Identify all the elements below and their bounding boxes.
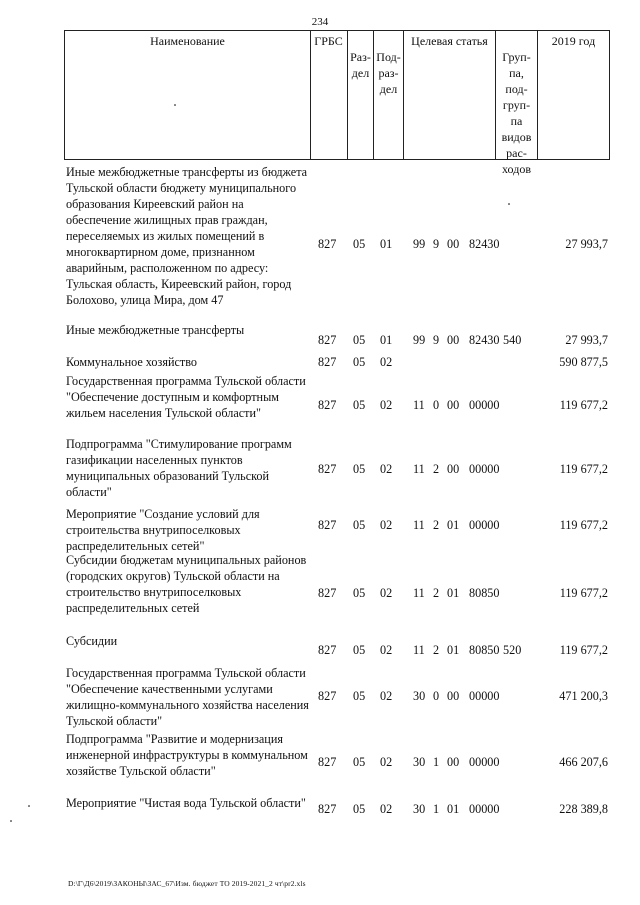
row-target-subprogram: 9 bbox=[433, 333, 440, 347]
header-group bbox=[496, 30, 538, 176]
row-target-subprogram: 2 bbox=[433, 518, 440, 532]
row-podrazdel: 02 bbox=[380, 586, 393, 600]
row-target-subprogram: 0 bbox=[433, 689, 440, 703]
row-name: Мероприятие "Чистая вода Тульской области" bbox=[66, 796, 306, 810]
row-grbs: 827 bbox=[318, 689, 337, 703]
row-podrazdel: 01 bbox=[380, 333, 393, 347]
row-target-program: 11 bbox=[413, 586, 425, 600]
row-amount: 119 677,2 bbox=[559, 643, 608, 657]
scan-speck bbox=[174, 104, 176, 106]
row-razdel: 05 bbox=[353, 689, 366, 703]
row-amount: 119 677,2 bbox=[559, 462, 608, 476]
row-razdel: 05 bbox=[353, 643, 366, 657]
row-target-subprogram: 2 bbox=[433, 586, 440, 600]
row-target-direction: 00000 bbox=[469, 802, 500, 816]
row-target-subprogram: 2 bbox=[433, 643, 440, 657]
row-razdel: 05 bbox=[353, 462, 366, 476]
row-target-program: 99 bbox=[413, 333, 426, 347]
header-target-label: Целевая статья bbox=[411, 34, 488, 48]
row-name: Мероприятие "Создание условий для строительства внутрипоселковых распределительных сетей" bbox=[66, 507, 260, 553]
row-grbs: 827 bbox=[318, 643, 337, 657]
row-target-event: 01 bbox=[447, 643, 460, 657]
header-year-label: 2019 год bbox=[551, 34, 596, 48]
row-razdel: 05 bbox=[353, 802, 366, 816]
row-podrazdel: 02 bbox=[380, 689, 393, 703]
row-podrazdel: 02 bbox=[380, 643, 393, 657]
row-podrazdel: 02 bbox=[380, 462, 393, 476]
row-name: Подпрограмма "Стимулирование программ газификации населенных пунктов муниципальных образований Тульской области" bbox=[66, 437, 292, 499]
row-amount: 27 993,7 bbox=[565, 333, 608, 347]
row-name: Субсидии бюджетам муниципальных районов (городских округов) Тульской области на строительство внутрипоселковых распределительных сетей bbox=[66, 553, 307, 615]
row-razdel: 05 bbox=[353, 237, 366, 251]
row-razdel: 05 bbox=[353, 398, 366, 412]
header-grbs bbox=[310, 30, 348, 160]
row-target-event: 00 bbox=[447, 237, 460, 251]
row-target-event: 01 bbox=[447, 802, 460, 816]
row-name: Подпрограмма "Развитие и модернизация инженерной инфраструктуры в коммунальном хозяйстве Тульской области" bbox=[66, 732, 308, 778]
row-target-subprogram: 9 bbox=[433, 237, 440, 251]
row-grbs: 827 bbox=[318, 462, 337, 476]
row-target-event: 00 bbox=[447, 462, 460, 476]
row-amount: 466 207,6 bbox=[559, 755, 608, 769]
row-target-subprogram: 0 bbox=[433, 398, 440, 412]
row-target-event: 01 bbox=[447, 586, 460, 600]
row-grbs: 827 bbox=[318, 237, 337, 251]
row-target-program: 30 bbox=[413, 802, 426, 816]
row-razdel: 05 bbox=[353, 755, 366, 769]
row-target-subprogram: 1 bbox=[433, 755, 440, 769]
row-razdel: 05 bbox=[353, 586, 366, 600]
row-target-direction: 00000 bbox=[469, 755, 500, 769]
row-target-program: 30 bbox=[413, 689, 426, 703]
scan-speck bbox=[10, 820, 12, 822]
row-target-direction: 00000 bbox=[469, 462, 500, 476]
row-podrazdel: 02 bbox=[380, 518, 393, 532]
row-amount: 471 200,3 bbox=[559, 689, 608, 703]
row-target-event: 00 bbox=[447, 398, 460, 412]
row-amount: 27 993,7 bbox=[565, 237, 608, 251]
row-grbs: 827 bbox=[318, 398, 337, 412]
row-grbs: 827 bbox=[318, 333, 337, 347]
row-name: Коммунальное хозяйство bbox=[66, 355, 197, 369]
row-razdel: 05 bbox=[353, 333, 366, 347]
row-expense-type: 520 bbox=[503, 643, 522, 657]
row-grbs: 827 bbox=[318, 586, 337, 600]
row-podrazdel: 01 bbox=[380, 237, 393, 251]
row-target-program: 99 bbox=[413, 237, 426, 251]
row-target-event: 00 bbox=[447, 755, 460, 769]
row-razdel: 05 bbox=[353, 355, 366, 369]
header-razdel bbox=[348, 30, 374, 160]
row-target-direction: 82430 bbox=[469, 333, 500, 347]
header-podrazdel bbox=[374, 30, 404, 160]
row-target-program: 11 bbox=[413, 643, 425, 657]
row-grbs: 827 bbox=[318, 355, 337, 369]
header-group-label: Груп- па, под- груп- па видов рас- ходов bbox=[501, 50, 532, 176]
row-target-subprogram: 1 bbox=[433, 802, 440, 816]
scan-speck bbox=[508, 203, 510, 205]
header-razdel-label: Раз- дел bbox=[350, 50, 371, 80]
row-target-program: 11 bbox=[413, 462, 425, 476]
row-target-direction: 00000 bbox=[469, 518, 500, 532]
row-podrazdel: 02 bbox=[380, 355, 393, 369]
header-podrazdel-label: Под- раз- дел bbox=[376, 50, 401, 96]
scan-speck bbox=[28, 805, 30, 807]
row-name: Государственная программа Тульской области "Обеспечение доступным и комфортным жильем населения Тульской области" bbox=[66, 374, 306, 420]
header-year bbox=[538, 30, 610, 160]
row-target-program: 30 bbox=[413, 755, 426, 769]
row-target-program: 11 bbox=[413, 398, 425, 412]
row-name: Государственная программа Тульской области "Обеспечение качественными услугами жилищно-коммунального хозяйства населения Тульской области" bbox=[66, 666, 309, 728]
row-amount: 119 677,2 bbox=[559, 398, 608, 412]
row-target-event: 00 bbox=[447, 689, 460, 703]
header-name bbox=[64, 30, 311, 160]
row-target-direction: 80850 bbox=[469, 643, 500, 657]
header-name-label: Наименование bbox=[150, 34, 225, 48]
row-target-subprogram: 2 bbox=[433, 462, 440, 476]
row-name: Субсидии bbox=[66, 634, 118, 648]
row-target-direction: 00000 bbox=[469, 689, 500, 703]
row-grbs: 827 bbox=[318, 755, 337, 769]
header-grbs-label: ГРБС bbox=[314, 34, 343, 48]
row-expense-type: 540 bbox=[503, 333, 522, 347]
row-podrazdel: 02 bbox=[380, 398, 393, 412]
row-name: Иные межбюджетные трансферты из бюджета Тульской области бюджету муниципального образования Киреевский район на обеспечение жилищных прав граждан, переселяемых из жилых помещений в многоквартирном доме, признанном аварийным, расположенном по адресу: Тульская область, Киреевский район, город Болохово, улица Мира, дом 47 bbox=[66, 165, 308, 307]
row-amount: 119 677,2 bbox=[559, 586, 608, 600]
row-target-direction: 82430 bbox=[469, 237, 500, 251]
row-amount: 119 677,2 bbox=[559, 518, 608, 532]
row-razdel: 05 bbox=[353, 518, 366, 532]
row-target-event: 01 bbox=[447, 518, 460, 532]
header-target bbox=[404, 30, 496, 160]
file-path-footer: D:\Г\Д6\2019\ЗАКОНЫ\ЗАС_67\Изм. бюджет ТО 2019-2021_2 чт\pr2.xls bbox=[68, 879, 306, 888]
row-target-event: 00 bbox=[447, 333, 460, 347]
row-target-direction: 00000 bbox=[469, 398, 500, 412]
row-grbs: 827 bbox=[318, 802, 337, 816]
row-amount: 228 389,8 bbox=[559, 802, 608, 816]
row-name: Иные межбюджетные трансферты bbox=[66, 323, 245, 337]
row-target-program: 11 bbox=[413, 518, 425, 532]
row-grbs: 827 bbox=[318, 518, 337, 532]
row-podrazdel: 02 bbox=[380, 802, 393, 816]
row-amount: 590 877,5 bbox=[559, 355, 608, 369]
row-podrazdel: 02 bbox=[380, 755, 393, 769]
page-number: 234 bbox=[311, 16, 329, 28]
row-target-direction: 80850 bbox=[469, 586, 500, 600]
